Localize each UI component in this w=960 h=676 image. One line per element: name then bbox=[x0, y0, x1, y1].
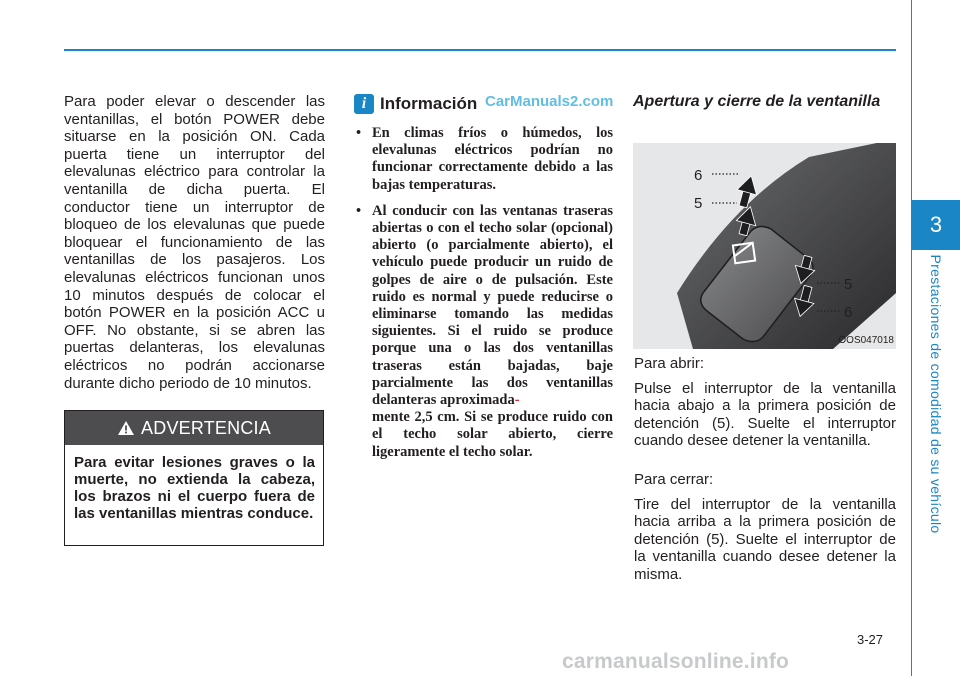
figure-code: OOS047018 bbox=[838, 335, 894, 346]
open-label: Para abrir: bbox=[634, 355, 705, 372]
warning-box bbox=[64, 410, 324, 546]
window-switch-illustration bbox=[633, 143, 896, 349]
bullet: • bbox=[356, 202, 362, 219]
intro-column bbox=[64, 93, 325, 392]
warning-triangle-icon bbox=[117, 420, 135, 436]
watermark-bottom[interactable]: carmanualsonline.info bbox=[562, 650, 790, 673]
window-switch-figure bbox=[633, 143, 896, 349]
label-5-bottom: 5 bbox=[844, 276, 853, 293]
info-item-2 bbox=[356, 203, 613, 461]
info-title: Información bbox=[380, 94, 478, 113]
watermark-top[interactable]: CarManuals2.com bbox=[485, 93, 614, 110]
section-title: Apertura y cierre de la ventanilla bbox=[633, 93, 881, 110]
info-item-1 bbox=[356, 125, 613, 194]
label-5-top: 5 bbox=[694, 195, 703, 212]
close-label: Para cerrar: bbox=[634, 470, 714, 488]
info-item-1-text: En climas fríos o húmedos, los elevalunas eléctricos podrían no funcionar correctamente debido a las bajas temperaturas. bbox=[372, 125, 613, 193]
intro-paragraph: Para poder elevar o descender las ventanillas, el botón POWER debe situarse en la posición ON. Cada puerta tiene un interruptor del elevalunas eléctrico para controlar la ventanilla de dicha puerta. El conductor tiene un interruptor de bloqueo de los elevalunas que puede bloquear el funcionamiento de las ventanillas de los pasajeros. Los elevalunas eléctricos funcionan unos 10 minutos después de colocar el botón POWER en la posición ACC u OFF. No obstante, si se abren las puertas delanteras, los elevalunas eléctricos no podrán accionarse durante dicho periodo de 10 minutos. bbox=[64, 93, 325, 392]
instructions-column bbox=[634, 355, 896, 584]
info-icon: i bbox=[354, 94, 374, 114]
info-item-2-text-a: Al conducir con las ventanas traseras abiertas o con el techo solar (opcional) abierto (o parcialmente abierto), el vehículo puede producir un ruido de golpes de aire o de pulsación. Este ruido es normal y puede reducirse o eliminarse tomando las medidas siguientes. Si el ruido se produce porque una o las dos ventanillas traseras están bajadas, baje parcialmente las dos ventanillas delanteras aproximada bbox=[372, 202, 613, 409]
open-text: Pulse el interruptor de la ventanilla hacia abajo a la primera posición de detención (5). Suelte el interruptor cuando desee detener la ventanilla. bbox=[634, 379, 896, 450]
header-rule bbox=[64, 49, 896, 51]
chapter-tab[interactable]: 3 bbox=[912, 200, 960, 250]
warning-header bbox=[65, 411, 323, 445]
info-header bbox=[354, 93, 477, 115]
info-list bbox=[356, 125, 613, 470]
warning-text: Para evitar lesiones graves o la muerte, no extienda la cabeza, los brazos ni el cuerpo fuera de las ventanillas mientras conduce. bbox=[74, 454, 315, 522]
label-6-top: 6 bbox=[694, 167, 703, 184]
info-item-2-text-b: mente 2,5 cm. Si se produce ruido con el techo solar abierto, cierre ligeramente el techo solar. bbox=[372, 409, 613, 460]
hyphen-mark: - bbox=[514, 392, 520, 409]
warning-title: ADVERTENCIA bbox=[141, 417, 271, 438]
bullet: • bbox=[356, 125, 362, 141]
close-text: Tire del interruptor de la ventanilla hacia arriba a la primera posición de detención (5). Suelte el interruptor de la ventanilla cuando desee detener la misma. bbox=[634, 495, 896, 583]
chapter-title: Prestaciones de comodidad de su vehículo bbox=[928, 254, 944, 534]
label-6-bottom: 6 bbox=[844, 304, 853, 321]
side-rule bbox=[911, 0, 912, 676]
page-number: 3-27 bbox=[857, 632, 884, 647]
